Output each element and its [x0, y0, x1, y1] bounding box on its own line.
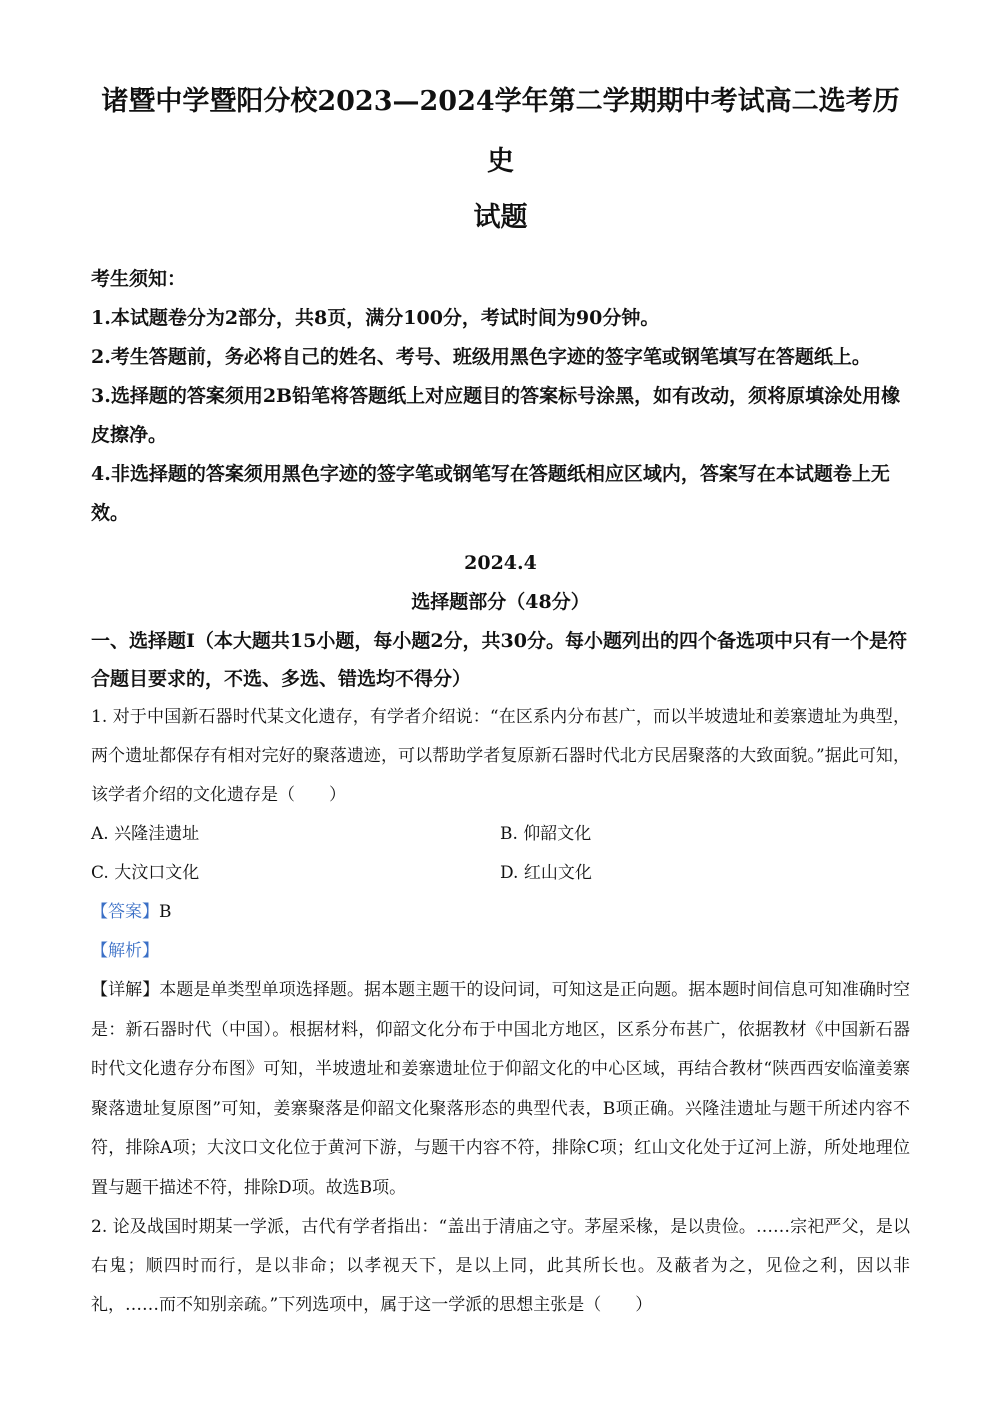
part-heading: 一、选择题Ⅰ（本大题共15小题，每小题2分，共30分。每小题列出的四个备选项中只有一个是符合题目要求的，不选、多选、错选均不得分）: [91, 630, 907, 690]
notice-item: 2.考生答题前，务必将自己的姓名、考号、班级用黑色字迹的签字笔或钢笔填写在答题纸上。: [91, 346, 871, 368]
detail-explanation: [91, 971, 910, 1208]
option-a: A. 兴隆洼遗址: [91, 824, 200, 844]
analysis-tag: 【解析】: [91, 941, 159, 961]
section-title: 选择题部分（48分）: [411, 591, 590, 613]
detail-tag: 【详解】: [91, 980, 160, 1000]
exam-title-continued: 试题: [473, 202, 528, 233]
option-c: C. 大汶口文化: [91, 863, 200, 883]
option-b: B. 仰韶文化: [500, 824, 592, 844]
exam-date: 2024.4: [464, 552, 537, 574]
detail-text: 本题是单类型单项选择题。据本题主题干的设问词，可知这是正向题。据本题时间信息可知准确时空是：新石器时代（中国）。根据材料，仰韶文化分布于中国北方地区，区系分布甚广，依据教材《中国新石器时代文化遗存分布图》可知，半坡遗址和姜寨遗址位于仰韶文化的中心区域，再结合教材“陕西西安临潼姜寨聚落遗址复原图”可知，姜寨聚落是仰韶文化聚落形态的典型代表，B项正确。兴隆洼遗址与题干所述内容不符，排除A项；大汶口文化位于黄河下游，与题干内容不符，排除C项；红山文化处于辽河上游，所处地理位置与题干描述不符，排除D项。故选B项。: [91, 980, 911, 1198]
exam-notice: [91, 260, 910, 533]
question-stem: 1. 对于中国新石器时代某文化遗存，有学者介绍说：“在区系内分布甚广，而以半坡遗址和姜寨遗址为典型，两个遗址都保存有相对完好的聚落遗迹，可以帮助学者复原新石器时代北方民居聚落的大致面貌。”据此可知，该学者介绍的文化遗存是（ ）: [91, 707, 910, 805]
question-2: [91, 1208, 910, 1325]
notice-item: 1.本试题卷分为2部分，共8页，满分100分，考试时间为90分钟。: [91, 307, 660, 329]
answer-line: [91, 893, 910, 932]
analysis-line: [91, 932, 910, 971]
option-d: D. 红山文化: [500, 863, 592, 883]
answer-value: B: [159, 902, 172, 922]
notice-heading: 考生须知：: [91, 268, 187, 290]
exam-title: 诸暨中学暨阳分校2023—2024学年第二学期期中考试高二选考历史: [101, 86, 900, 177]
notice-item: 3.选择题的答案须用2B铅笔将答题纸上对应题目的答案标号涂黑，如有改动，须将原填涂处用橡皮擦净。: [91, 385, 901, 446]
answer-options: [91, 815, 910, 893]
question-1: [91, 698, 910, 1208]
question-stem: 2. 论及战国时期某一学派，古代有学者指出：“盖出于清庙之守。茅屋采椽，是以贵俭。……宗祀严父，是以右鬼；顺四时而行，是以非命；以孝视天下，是以上同，此其所长也。及蔽者为之，见俭之利，因以非礼，……而不知别亲疏。”下列选项中，属于这一学派的思想主张是（ ）: [91, 1217, 910, 1315]
answer-tag: 【答案】: [91, 902, 159, 922]
notice-item: 4.非选择题的答案须用黑色字迹的签字笔或钢笔写在答题纸相应区域内，答案写在本试题卷上无效。: [91, 463, 890, 524]
